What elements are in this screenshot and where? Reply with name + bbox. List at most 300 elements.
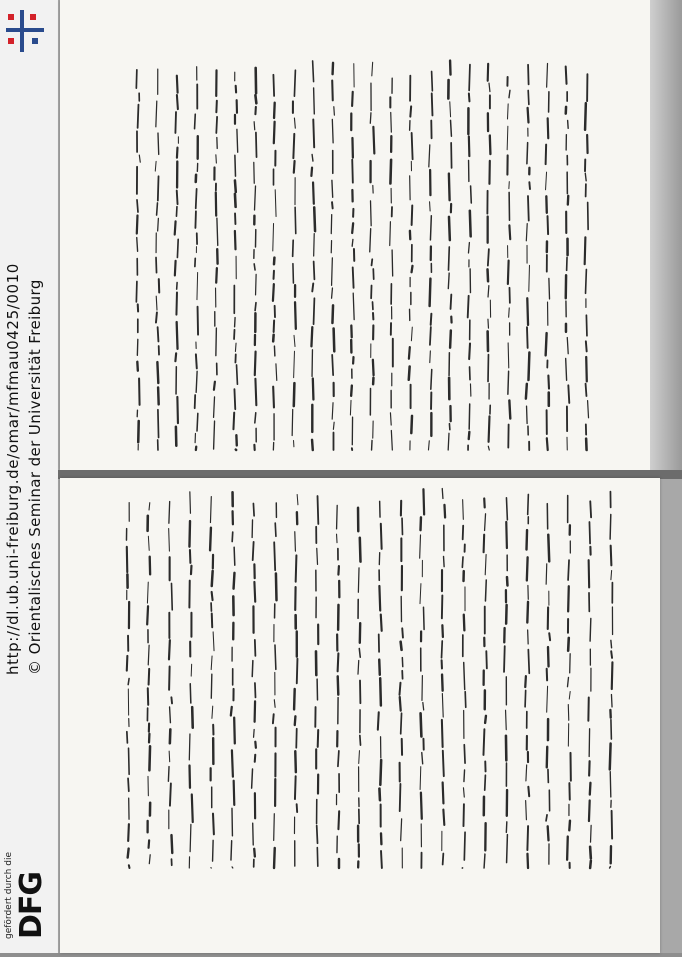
script-stroke [353, 267, 354, 287]
script-stroke [443, 751, 444, 776]
script-stroke [189, 521, 190, 547]
manuscript-page-upper [60, 0, 650, 470]
script-stroke [567, 677, 568, 686]
script-stroke [334, 107, 335, 115]
script-stroke [295, 302, 296, 329]
script-stroke [148, 536, 149, 550]
script-stroke [232, 867, 233, 868]
script-stroke [293, 240, 294, 256]
script-stroke [429, 145, 430, 167]
script-stroke [486, 651, 487, 668]
script-stroke [234, 718, 235, 744]
script-stroke [317, 826, 318, 844]
script-stroke [428, 441, 429, 450]
script-stroke [237, 365, 238, 384]
script-stroke [548, 535, 549, 562]
script-stroke [585, 103, 586, 130]
script-stroke [273, 714, 274, 723]
script-stroke [423, 702, 424, 709]
script-stroke [274, 700, 275, 708]
script-stroke [509, 90, 510, 97]
script-stroke [373, 360, 374, 375]
script-stroke [448, 433, 449, 450]
script-stroke [464, 745, 465, 763]
script-stroke [590, 783, 591, 795]
script-stroke [253, 503, 254, 515]
script-stroke [295, 716, 296, 725]
copyright-text: © Orientalisches Seminar der Universität Freiburg [26, 279, 44, 675]
script-stroke [234, 389, 235, 409]
script-stroke [275, 523, 276, 536]
script-stroke [400, 697, 401, 711]
script-stroke [469, 94, 470, 102]
script-stroke [255, 683, 256, 697]
script-stroke [509, 308, 510, 317]
script-stroke [470, 211, 471, 237]
script-stroke [525, 676, 526, 687]
script-stroke [464, 615, 465, 631]
script-stroke [332, 305, 333, 323]
script-stroke [274, 814, 275, 841]
script-stroke [158, 218, 159, 231]
funded-by-label: gefördert durch die [4, 852, 14, 939]
script-stroke [411, 327, 412, 341]
script-stroke [568, 385, 569, 403]
script-stroke [177, 397, 178, 423]
script-stroke [546, 333, 547, 355]
script-stroke [169, 667, 170, 690]
script-stroke [401, 713, 402, 734]
script-stroke [313, 120, 314, 148]
script-stroke [567, 337, 568, 353]
script-stroke [254, 264, 255, 270]
script-stroke [232, 532, 233, 541]
script-stroke [192, 795, 193, 823]
script-stroke [175, 261, 176, 276]
script-stroke [332, 403, 333, 419]
manuscript-page-lower [60, 478, 660, 953]
script-stroke [488, 249, 489, 265]
script-stroke [489, 416, 490, 442]
script-stroke [235, 194, 236, 207]
page-edge [650, 0, 682, 470]
script-stroke [464, 832, 465, 860]
script-stroke [138, 105, 139, 128]
script-stroke [469, 343, 470, 359]
script-stroke [611, 640, 612, 648]
script-stroke [612, 662, 613, 689]
script-stroke [170, 707, 171, 723]
script-stroke [370, 113, 371, 123]
script-stroke [391, 113, 392, 133]
script-stroke [148, 645, 149, 665]
script-stroke [212, 706, 213, 718]
script-stroke [214, 382, 215, 390]
script-stroke [528, 787, 529, 796]
script-stroke [192, 707, 193, 728]
script-stroke [484, 854, 485, 868]
script-stroke [549, 278, 550, 299]
script-stroke [254, 122, 255, 130]
script-stroke [276, 364, 277, 381]
script-stroke [358, 660, 359, 674]
script-stroke [297, 659, 298, 684]
script-stroke [213, 814, 214, 835]
script-stroke [177, 148, 178, 158]
script-stroke [235, 180, 236, 191]
script-stroke [546, 145, 547, 165]
script-stroke [507, 104, 508, 119]
script-stroke [214, 421, 215, 449]
script-stroke [423, 489, 424, 514]
script-stroke [381, 615, 382, 631]
script-stroke [177, 239, 178, 257]
script-stroke [484, 535, 485, 553]
script-stroke [128, 849, 129, 858]
script-stroke [177, 76, 178, 93]
script-stroke [444, 505, 445, 517]
script-stroke [586, 315, 587, 336]
script-stroke [256, 274, 257, 294]
script-stroke [196, 371, 197, 392]
script-stroke [442, 641, 443, 658]
script-stroke [360, 735, 361, 745]
script-stroke [399, 683, 400, 695]
script-stroke [255, 95, 256, 103]
script-stroke [610, 515, 611, 540]
script-stroke [528, 65, 529, 85]
script-stroke [137, 362, 138, 371]
script-stroke [216, 155, 217, 163]
script-stroke [314, 262, 315, 280]
script-stroke [149, 855, 150, 864]
script-stroke [170, 783, 171, 805]
script-stroke [234, 781, 235, 805]
script-stroke [390, 160, 391, 184]
script-stroke [157, 362, 158, 383]
script-stroke [274, 122, 275, 143]
script-stroke [590, 501, 591, 517]
script-stroke [372, 259, 373, 265]
script-stroke [469, 136, 470, 156]
script-stroke [380, 678, 381, 705]
script-stroke [528, 630, 529, 644]
script-stroke [420, 584, 421, 604]
script-stroke [210, 528, 211, 551]
script-stroke [430, 216, 431, 240]
script-stroke [566, 358, 567, 380]
script-stroke [585, 173, 586, 181]
script-stroke [430, 351, 431, 363]
script-stroke [526, 224, 527, 241]
script-stroke [276, 573, 277, 600]
script-stroke [273, 284, 274, 301]
script-stroke [139, 155, 140, 162]
script-stroke [295, 751, 296, 772]
script-stroke [529, 265, 530, 291]
script-stroke [379, 789, 380, 801]
script-stroke [294, 351, 295, 377]
credit-text-block [0, 0, 58, 953]
script-stroke [430, 327, 431, 345]
script-stroke [190, 824, 191, 851]
script-stroke [156, 101, 157, 127]
script-stroke [442, 694, 443, 717]
script-stroke [423, 607, 424, 629]
script-stroke [586, 357, 587, 381]
script-stroke [568, 586, 569, 611]
script-stroke [610, 772, 611, 797]
script-stroke [149, 669, 150, 685]
source-url-link[interactable]: http://dl.ub.uni-freiburg.de/omar/mfmau0425/0010 [4, 263, 22, 675]
script-stroke [312, 154, 313, 161]
script-stroke [379, 586, 380, 610]
script-stroke [488, 286, 489, 297]
script-stroke [485, 775, 486, 790]
script-stroke [527, 557, 528, 580]
script-stroke [293, 134, 294, 158]
script-stroke [294, 335, 295, 346]
script-stroke [292, 409, 293, 435]
script-stroke [313, 182, 314, 203]
script-stroke [254, 729, 255, 737]
script-stroke [528, 90, 529, 104]
script-stroke [611, 546, 612, 566]
script-stroke [176, 293, 177, 315]
script-stroke [469, 65, 470, 91]
script-stroke [177, 322, 178, 349]
script-stroke [128, 778, 129, 791]
script-stroke [314, 88, 315, 114]
script-stroke [212, 571, 213, 586]
script-stroke [585, 237, 586, 264]
script-stroke [216, 268, 217, 282]
script-stroke [318, 496, 319, 524]
script-stroke [469, 432, 470, 439]
script-stroke [527, 327, 528, 348]
script-stroke [464, 770, 465, 782]
script-stroke [169, 502, 170, 524]
script-stroke [526, 530, 527, 549]
script-stroke [217, 218, 218, 245]
script-stroke [390, 413, 391, 425]
script-stroke [350, 400, 351, 415]
script-stroke [158, 410, 159, 438]
script-stroke [332, 202, 333, 208]
credit-strip [0, 0, 58, 953]
script-stroke [412, 133, 413, 159]
script-stroke [358, 568, 359, 592]
script-stroke [171, 583, 172, 609]
script-stroke [528, 650, 529, 674]
script-stroke [490, 135, 491, 154]
script-stroke [379, 660, 380, 675]
script-stroke [332, 119, 333, 142]
script-stroke [156, 258, 157, 273]
script-stroke [412, 266, 413, 272]
script-stroke [463, 788, 464, 797]
script-stroke [546, 815, 547, 821]
script-stroke [210, 497, 211, 523]
script-stroke [197, 273, 198, 300]
handwritten-text-lines-upper [60, 0, 650, 470]
script-stroke [214, 397, 215, 417]
script-stroke [370, 229, 371, 252]
script-stroke [168, 767, 169, 782]
script-stroke [333, 422, 334, 429]
script-stroke [485, 555, 486, 575]
script-stroke [485, 580, 486, 601]
script-stroke [483, 729, 484, 755]
script-stroke [409, 347, 410, 359]
script-stroke [332, 80, 333, 100]
script-stroke [213, 632, 214, 651]
script-stroke [449, 217, 450, 240]
script-stroke [450, 330, 451, 347]
script-stroke [527, 826, 528, 850]
script-stroke [488, 269, 489, 281]
script-stroke [400, 784, 401, 811]
script-stroke [485, 716, 486, 723]
script-stroke [546, 564, 547, 584]
script-stroke [338, 653, 339, 671]
script-stroke [255, 640, 256, 656]
script-stroke [360, 538, 361, 562]
script-stroke [332, 288, 333, 298]
script-stroke [275, 645, 276, 669]
script-stroke [549, 633, 550, 640]
script-stroke [485, 514, 486, 531]
script-stroke [177, 191, 178, 205]
script-stroke [527, 143, 528, 164]
script-stroke [420, 535, 421, 558]
script-stroke [211, 674, 212, 698]
script-stroke [506, 498, 507, 520]
script-stroke [373, 127, 374, 154]
script-stroke [147, 582, 148, 603]
script-stroke [431, 314, 432, 325]
script-stroke [504, 646, 505, 672]
script-stroke [147, 606, 148, 624]
script-stroke [488, 446, 489, 450]
script-stroke [231, 841, 232, 860]
script-stroke [237, 129, 238, 152]
script-stroke [450, 102, 451, 117]
script-stroke [211, 656, 212, 669]
script-stroke [529, 182, 530, 189]
script-stroke [392, 250, 393, 276]
script-stroke [294, 383, 295, 406]
script-stroke [528, 494, 529, 514]
script-stroke [129, 748, 130, 774]
script-stroke [442, 625, 443, 637]
script-stroke [196, 354, 197, 368]
script-stroke [352, 92, 353, 106]
script-stroke [359, 649, 360, 658]
script-stroke [568, 120, 569, 128]
script-stroke [359, 751, 360, 764]
script-stroke [489, 83, 490, 91]
script-stroke [136, 70, 137, 88]
script-stroke [129, 865, 130, 868]
script-stroke [380, 760, 381, 785]
script-stroke [468, 243, 469, 253]
script-stroke [255, 352, 256, 376]
script-stroke [611, 694, 612, 706]
script-stroke [471, 186, 472, 203]
script-stroke [297, 495, 298, 505]
script-stroke [274, 848, 275, 868]
script-stroke [526, 384, 527, 399]
script-stroke [338, 751, 339, 766]
script-stroke [463, 500, 464, 520]
script-stroke [274, 542, 275, 570]
script-stroke [525, 691, 526, 707]
script-stroke [509, 400, 510, 418]
script-stroke [390, 222, 391, 246]
script-stroke [509, 225, 510, 239]
script-stroke [378, 712, 379, 729]
script-stroke [255, 303, 256, 311]
script-stroke [402, 628, 403, 637]
script-stroke [448, 247, 449, 270]
script-stroke [443, 782, 444, 803]
script-stroke [568, 560, 569, 580]
script-stroke [442, 489, 443, 499]
script-stroke [232, 750, 233, 776]
script-stroke [255, 379, 256, 405]
script-stroke [449, 174, 450, 201]
script-stroke [547, 438, 548, 450]
script-stroke [610, 867, 611, 868]
script-stroke [420, 767, 421, 790]
script-stroke [234, 573, 235, 589]
script-stroke [256, 133, 257, 158]
script-stroke [175, 221, 176, 234]
script-stroke [137, 238, 138, 252]
script-stroke [590, 861, 591, 868]
script-stroke [234, 547, 235, 565]
script-stroke [314, 234, 315, 256]
script-stroke [527, 298, 528, 325]
script-stroke [252, 769, 253, 788]
script-stroke [421, 793, 422, 819]
script-stroke [252, 661, 253, 677]
script-stroke [175, 112, 176, 133]
script-stroke [547, 63, 548, 87]
script-stroke [464, 663, 465, 690]
script-stroke [275, 190, 276, 217]
script-stroke [155, 161, 156, 171]
script-stroke [506, 710, 507, 729]
script-stroke [432, 72, 433, 91]
script-stroke [190, 492, 191, 513]
script-stroke [338, 811, 339, 829]
script-stroke [190, 684, 191, 703]
script-stroke [177, 95, 178, 109]
script-stroke [171, 835, 172, 853]
dfg-logo: DFG [14, 872, 49, 939]
script-stroke [273, 75, 274, 96]
script-stroke [312, 440, 313, 450]
script-stroke [137, 215, 138, 233]
script-stroke [158, 388, 159, 405]
script-stroke [527, 854, 528, 868]
script-stroke [411, 416, 412, 433]
script-stroke [451, 120, 452, 136]
script-stroke [198, 307, 199, 335]
script-stroke [156, 296, 157, 310]
